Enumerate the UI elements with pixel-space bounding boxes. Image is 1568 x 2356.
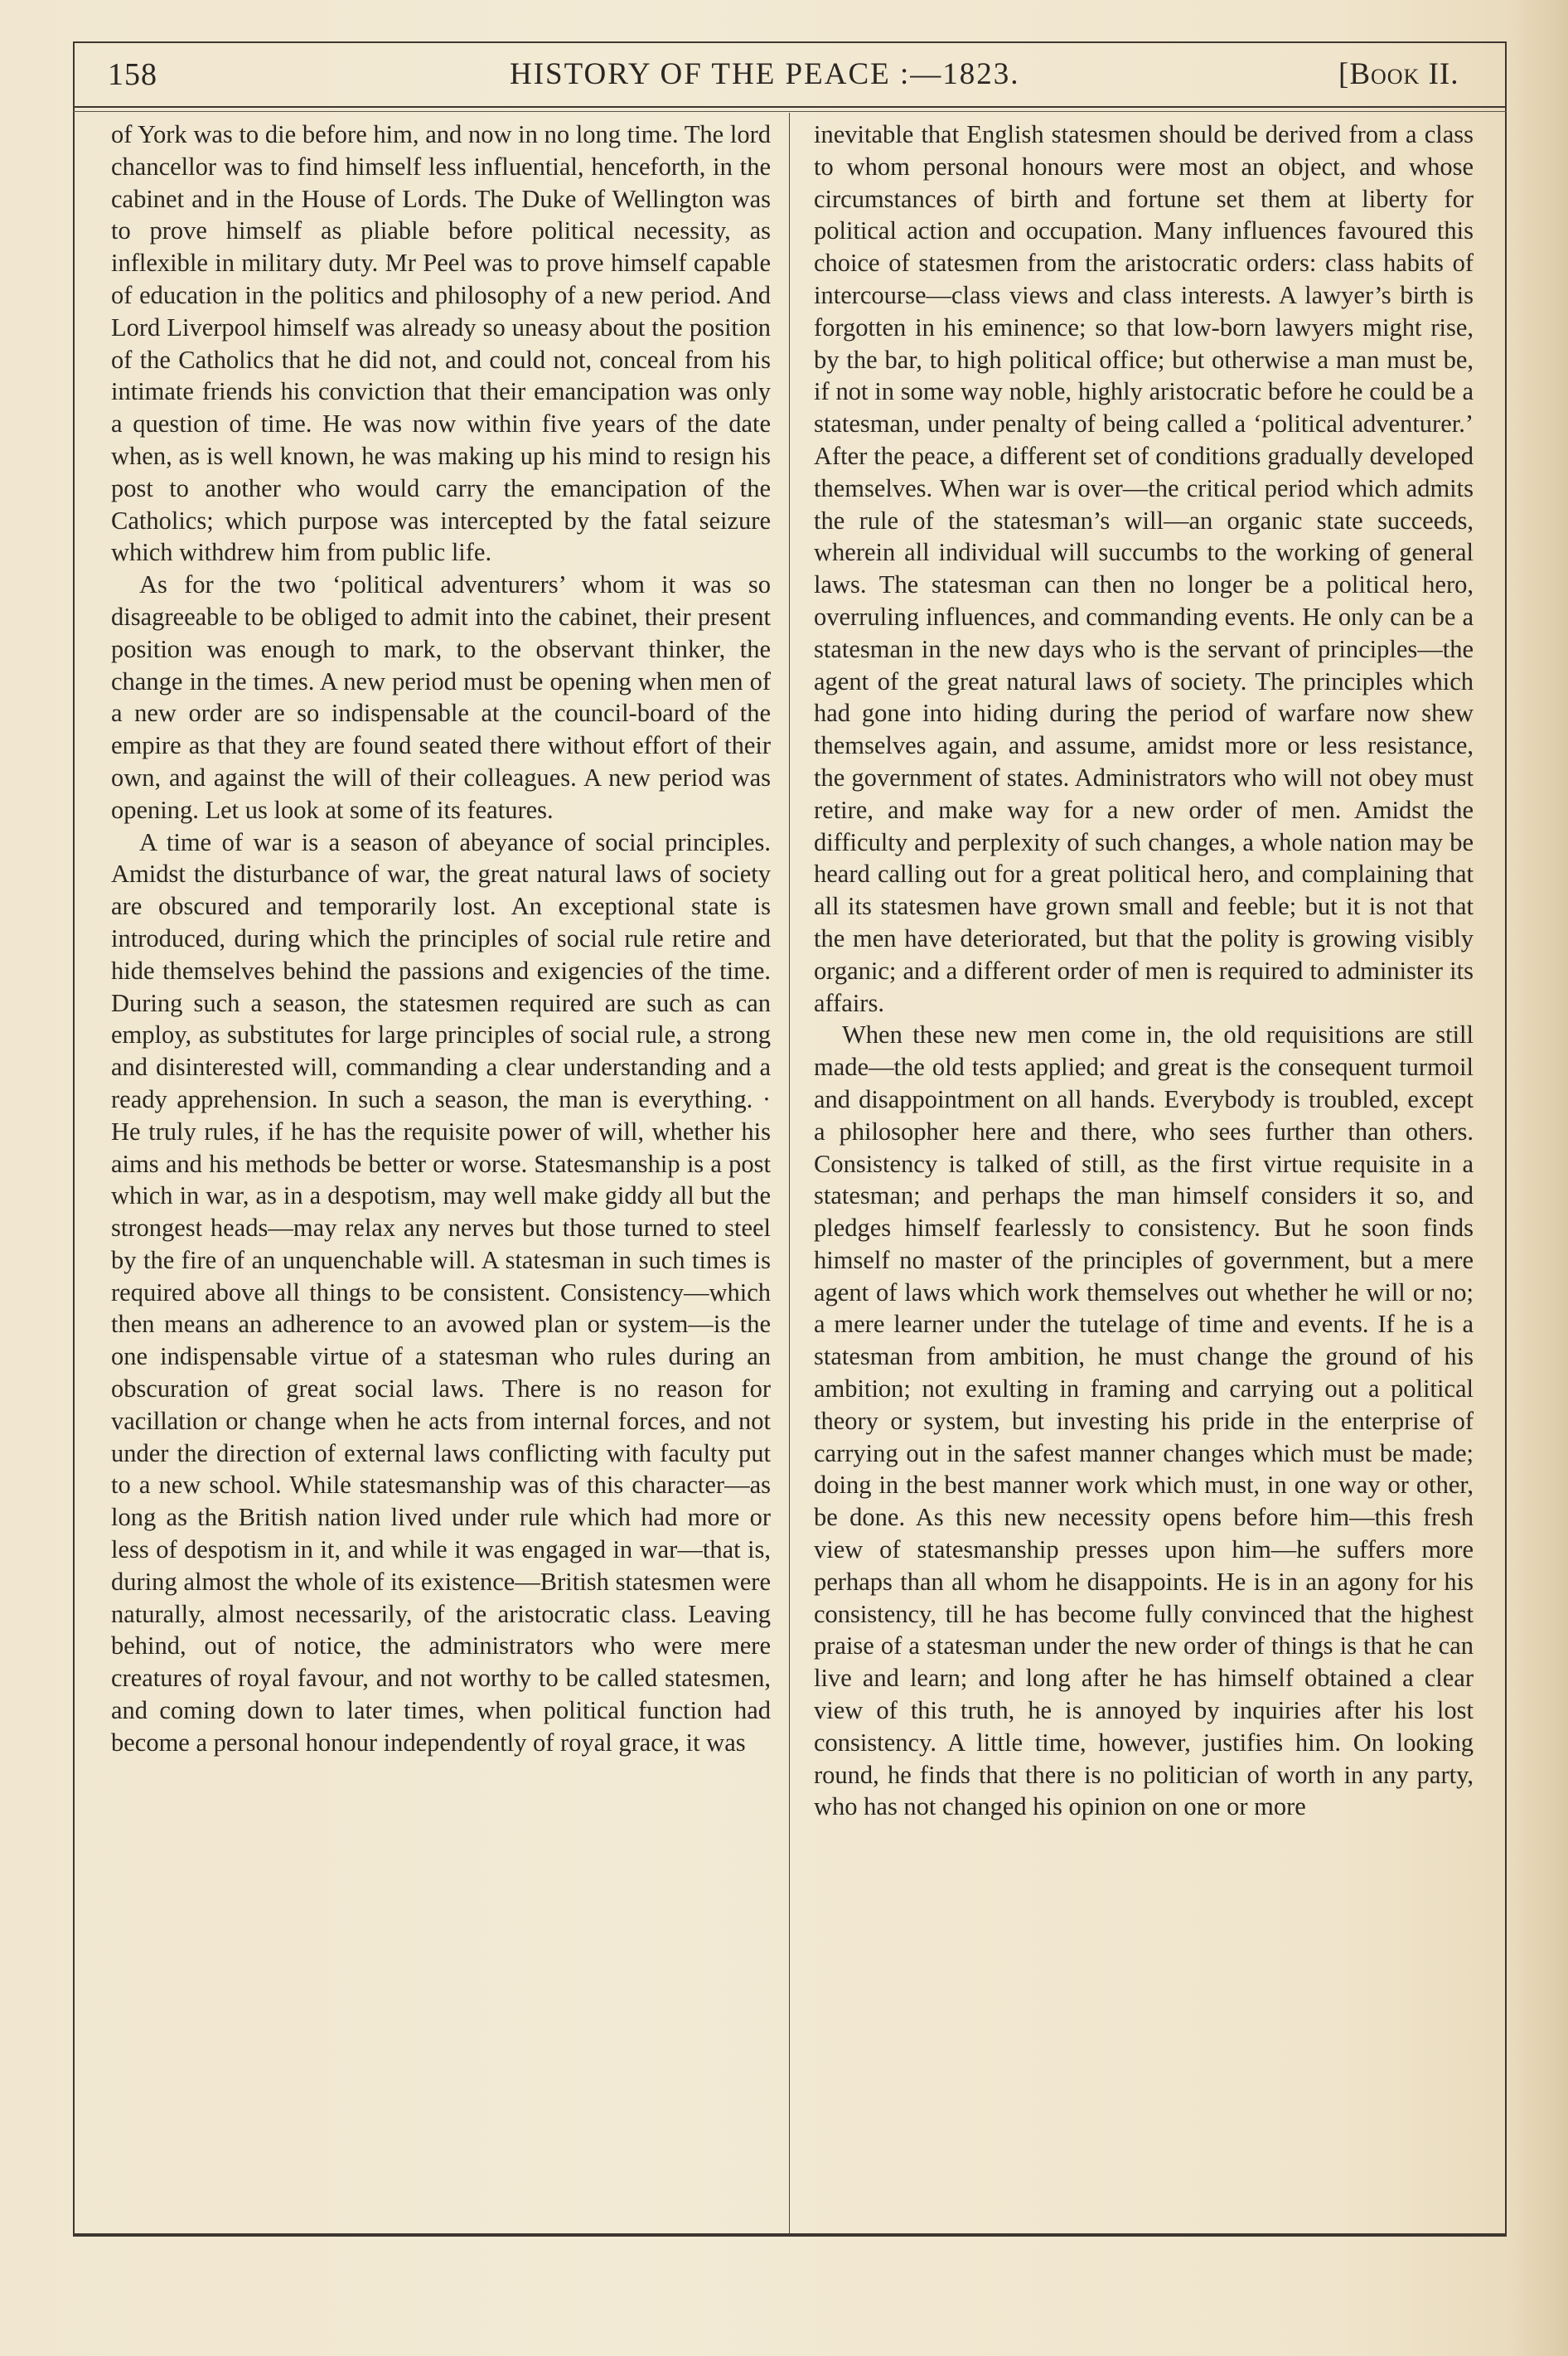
page-edge-shading — [1510, 0, 1568, 2356]
running-title: HISTORY OF THE PEACE :—1823. — [510, 57, 1020, 91]
footer-rule — [73, 2235, 1507, 2237]
paragraph: of York was to die before him, and now in no long time. The lord chancellor was to find himself less influential, henceforth, in the cabinet and in the House of Lords. The Duke of Wellington was to prove himself as pliable before political necessity, as inflexible in military duty. Mr Peel was to prove himself capable of education in the politics and philosophy of a new period. And Lord Liverpool himself was already so uneasy about the position of the Catholics that he did not, and could not, conceal from his intimate friends his conviction that their emancipation was only a question of time. He was now within five years of the date when, as is well known, he was making up his mind to resign his post to another who would carry the emancipation of the Catholics; which purpose was intercepted by the fatal seizure which withdrew him from public life. — [111, 120, 771, 567]
paragraph: When these new men come in, the old requisitions are still made—the old tests applied; and great is the consequent turmoil and disappointment on all hands. Everybody is troubled, except a philosopher here and there, who sees further than others. Consistency is talked of still, as the first virtue requisite in a statesman; and perhaps the man himself considers it so, and pledges himself fearlessly to consistency. But he soon finds himself no master of the principles of government, but a mere agent of laws which work themselves out whether he will or no; a mere learner under the tutelage of time and events. If he is a statesman from ambition, he must change the ground of his ambition; not exulting in framing and carrying out a political theory or system, but investing his pride in the enterprise of carrying out in the safest manner changes which must be made; doing in the best manner work which must, in one way or other, be done. As this new necessity opens before him—this fresh view of statesmanship presses upon him—he suffers more perhaps than all whom he disappoints. He is in an agony for his consistency, till he has become fully convinced that the highest praise of a statesman under the new order of things is that he can live and learn; and long after he has himself obtained a clear view of this truth, he is annoyed by inquiries after his lost consistency. A little time, however, justifies him. On looking round, he finds that there is no politician of worth in any party, who has not changed his opinion on one or more — [814, 1020, 1474, 1821]
left-column — [111, 119, 771, 2228]
running-head — [108, 56, 1517, 106]
book-label: [Book II. — [1338, 57, 1459, 91]
paragraph: inevitable that English statesmen should be derived from a class to whom personal honours were most an object, and whose circumstances of birth and fortune set them at liberty for political action and occupation. Many influences favoured this choice of statesmen from the aristocratic orders: class habits of intercourse—class views and class interests. A lawyer’s birth is forgotten in his eminence; so that low-born lawyers might rise, by the bar, to high political office; but otherwise a man must be, if not in some way noble, highly aristocratic before he could be a statesman, under penalty of being called a ‘political adventurer.’ After the peace, a different set of conditions gradually developed themselves. When war is over—the critical period which admits the rule of the statesman’s will—an organic state succeeds, wherein all individual will succumbs to the working of general laws. The statesman can then no longer be a political hero, overruling influences, and commanding events. He only can be a statesman in the new days who is the servant of principles—the agent of the great natural laws of society. The principles which had gone into hiding during the period of warfare now shew themselves again, and assume, amidst more or less resistance, the government of states. Administrators who will not obey must retire, and make way for a new order of men. Amidst the difficulty and perplexity of such changes, a whole nation may be heard calling out for a great political hero, and complaining that all its statesmen have grown small and feeble; but it is not that the men have deteriorated, but that the polity is growing visibly organic; and a different order of men is required to administer its affairs. — [814, 120, 1474, 1017]
right-column — [814, 119, 1474, 2228]
column-divider — [789, 113, 790, 2235]
header-rule-thin — [73, 111, 1507, 112]
paragraph: A time of war is a season of abeyance of social principles. Amidst the disturbance of war, the great natural laws of society are obscured and temporarily lost. An exceptional state is introduced, during which the principles of social rule retire and hide themselves behind the passions and exigencies of the time. During such a season, the statesmen required are such as can employ, as substitutes for large principles of social rule, a strong and disinterested will, commanding a clear understanding and a ready apprehension. In such a season, the man is everything. · He truly rules, if he has the requisite power of will, whether his aims and his methods be better or worse. Statesmanship is a post which in war, as in a despotism, may well make giddy all but the strongest heads—may relax any nerves but those turned to steel by the fire of an unquenchable will. A statesman in such times is required above all things to be consistent. Consistency—which then means an adherence to an avowed plan or system—is the one indispensable virtue of a statesman who rules during an obscuration of great social laws. There is no reason for vacillation or change when he acts from internal forces, and not under the direction of external laws conflicting with faculty put to a new school. While statesmanship was of this character—as long as the British nation lived under rule which had more or less of despotism in it, and while it was engaged in war—that is, during almost the whole of its existence—British statesmen were naturally, almost necessarily, of the aristocratic class. Leaving behind, out of notice, the administrators who were mere creatures of royal favour, and not worthy to be called statesmen, and coming down to later times, when political function had become a personal honour independently of royal grace, it was — [111, 827, 771, 1757]
paragraph: As for the two ‘political adventurers’ whom it was so disagreeable to be obliged to admit into the cabinet, their present position was enough to mark, to the observant thinker, the change in the times. A new period must be opening when men of a new order are so indispensable at the council-board of the empire as that they are found seated there without effort of their own, and against the will of their colleagues. A new period was opening. Let us look at some of its features. — [111, 570, 771, 824]
header-rule — [73, 106, 1507, 108]
page-number: 158 — [108, 57, 157, 92]
